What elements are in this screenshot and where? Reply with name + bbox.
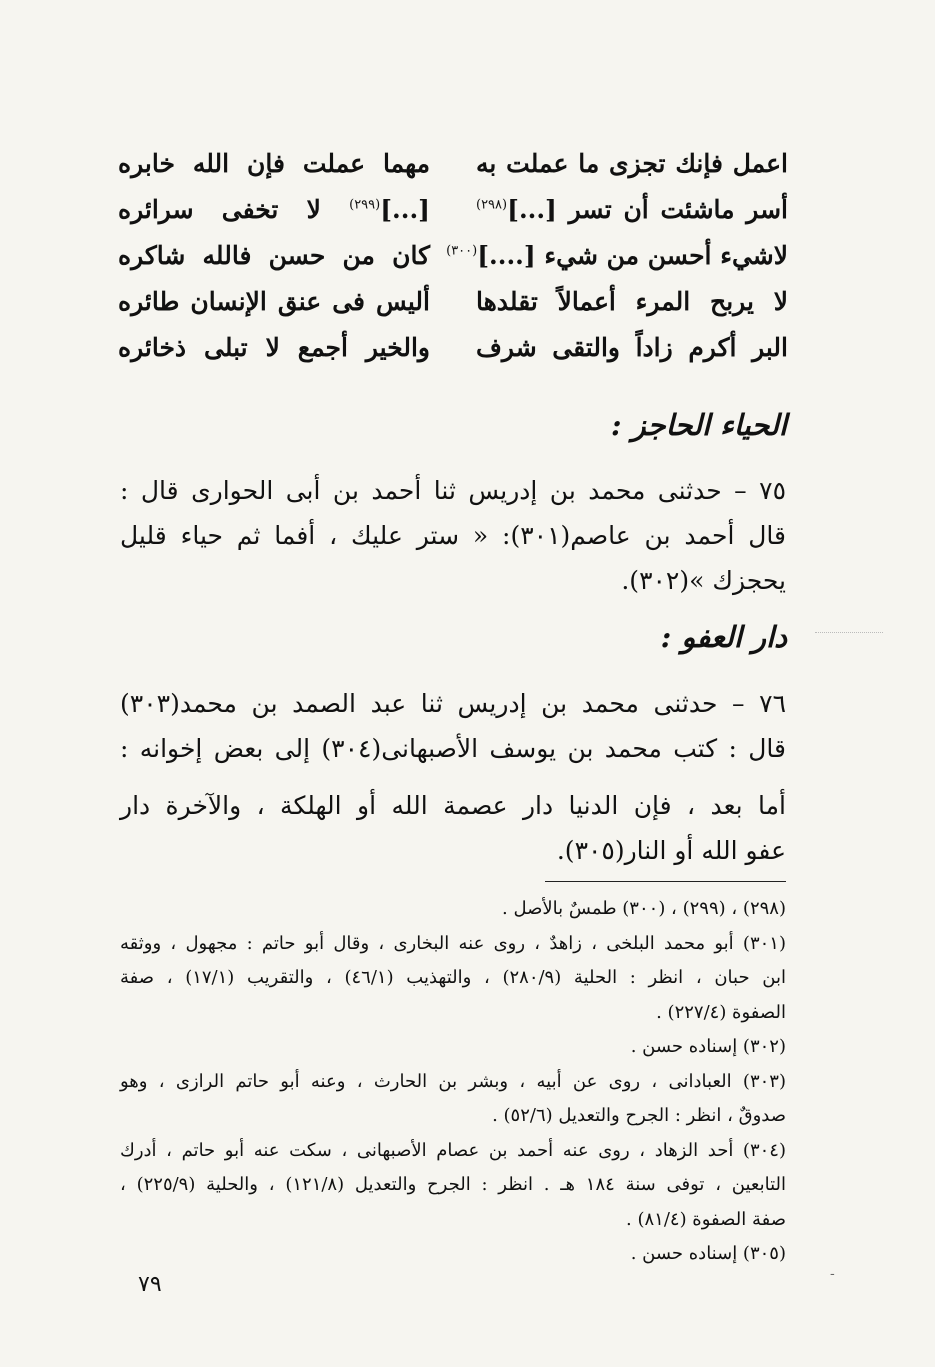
hemistich-left: مهما عملت فإن الله خابره [118, 148, 430, 178]
narration-line: ٧٥ – حدثنى محمد بن إدريس ثنا أحمد بن أبى الحوارى قال : [120, 476, 786, 505]
hemistich-left: والخير أجمع لا تبلى ذخائره [118, 332, 430, 362]
footnote-line: (٣٠١) أبو محمد البلخى ، زاهدٌ ، روى عنه البخارى ، وقال أبو حاتم : مجهول ، ووثقه [120, 932, 786, 954]
hemistich-right: لا يربح المرء أعمالاً تقلدها [476, 286, 788, 316]
page-number: ٧٩ [138, 1272, 162, 1297]
section-heading-shame: الحياء الحاجز : [610, 408, 787, 442]
footnote-line: ابن حبان ، انظر : الحلية (٢٨٠/٩) ، والتهذيب (٤٦/١) ، والتقريب (١٧/١) ، صفة [120, 967, 786, 988]
footnote-line: صفة الصفوة (٨١/٤) . [626, 1208, 786, 1230]
poem-line-4 [118, 278, 788, 324]
narration-line: قال : كتب محمد بن يوسف الأصبهانى(٣٠٤) إلى بعض إخوانه : [120, 734, 786, 763]
poem-line-1 [118, 140, 788, 186]
footnote-divider [545, 881, 786, 882]
hemistich-left: [...]$^{(٢٩٩)}$ لا تخفى سرائره [118, 194, 430, 224]
narration-line: قال أحمد بن عاصم(٣٠١): « ستر عليك ، أفما ثم حياء قليل [120, 521, 786, 550]
hemistich-right: البر أكرم زاداً والتقى شرف [476, 332, 788, 362]
narration-line: يحجزك »(٣٠٢). [621, 566, 786, 595]
poem-line-5 [118, 324, 788, 370]
narration-75 [120, 468, 786, 603]
footnote-line: (٣٠٤) أحد الزهاد ، روى عنه أحمد بن عصام الأصبهانى ، سكت عنه أبو حاتم ، أدرك [120, 1139, 786, 1161]
narration-76 [120, 681, 786, 771]
poem-line-3 [118, 232, 788, 278]
quote-line: أما بعد ، فإن الدنيا دار عصمة الله أو الهلكة ، والآخرة دار [120, 791, 786, 820]
hemistich-left: كان من حسن فالله شاكره [118, 240, 430, 270]
footnote-line: التابعين ، توفى سنة ١٨٤ هـ . انظر : الجرح والتعديل (١٢١/٨) ، والحلية (٢٢٥/٩) ، [120, 1174, 786, 1195]
hemistich-right: اعمل فإنك تجزى ما عملت به [476, 148, 788, 178]
quoted-letter [120, 783, 786, 873]
scan-artifact-dash [815, 632, 883, 633]
quote-line: عفو الله أو النار(٣٠٥). [556, 836, 786, 865]
hemistich-left: أليس فى عنق الإنسان طائره [118, 286, 430, 316]
footnotes [120, 892, 786, 1272]
hemistich-right: أسر ماشئت أن تسر [...]$^{(٢٩٨)}$ [476, 194, 788, 224]
narration-line: ٧٦ – حدثنى محمد بن إدريس ثنا عبد الصمد بن محمد(٣٠٣) [120, 689, 786, 718]
poem-block [118, 140, 788, 370]
poem-line-2 [118, 186, 788, 232]
footnote-line: (٣٠٢) إسناده حسن . [630, 1036, 786, 1057]
footnote-line: (٣٠٥) إسناده حسن . [630, 1243, 786, 1264]
footnote-line: الصفوة (٢٢٧/٤) . [656, 1001, 786, 1023]
footnote-line: (٢٩٨) ، (٢٩٩) ، (٣٠٠) طمسٌ بالأصل . [502, 898, 786, 919]
section-heading-pardon: دار العفو : [660, 620, 787, 654]
footnote-line: صدوقٌ ، انظر : الجرح والتعديل (٥٢/٦) . [492, 1105, 786, 1126]
hemistich-right: لاشيء أحسن من شيء [....]$^{(٣٠٠)}$ [446, 240, 788, 270]
footnote-line: (٣٠٣) العبادانى ، روى عن أبيه ، وبشر بن الحارث ، وعنه أبو حاتم الرازى ، وهو [120, 1070, 786, 1092]
scan-artifact-tick: - [830, 1266, 835, 1282]
